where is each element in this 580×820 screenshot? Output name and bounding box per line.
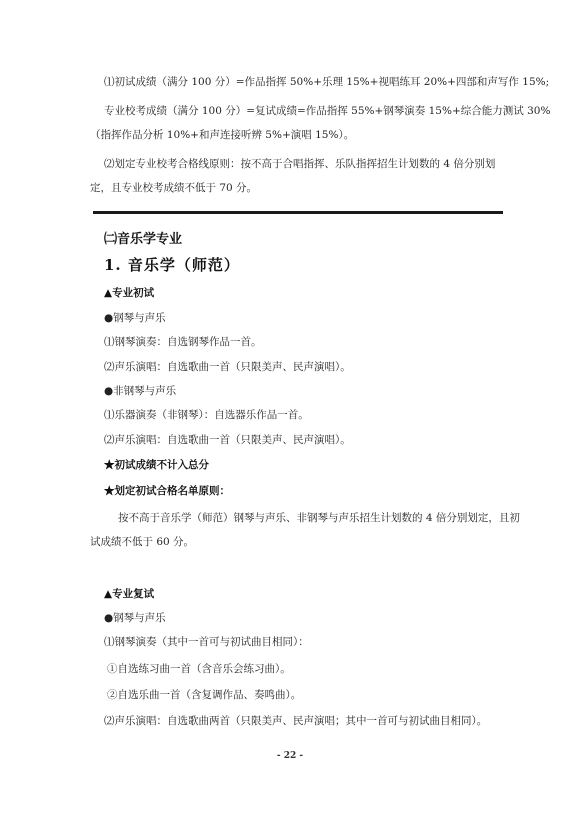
- note: ★初试成绩不计入总分: [104, 459, 209, 471]
- text-line: 试成绩不低于 60 分。: [90, 536, 195, 548]
- text-line: ⑴初试成绩（满分 100 分）=作品指挥 50%+乐理 15%+视唱练耳 20%+四部和声写作 15%;: [104, 76, 550, 88]
- text-line: ⑵划定专业校考合格线原则：按不高于合唱指挥、乐队指挥招生计划数的 4 倍分别划: [104, 158, 496, 170]
- text-line: 定，且专业校考成绩不低于 70 分。: [90, 182, 258, 194]
- page-number: - 22 -: [276, 751, 304, 761]
- list-item: ①自选练习曲一首（含音乐会练习曲）。: [107, 663, 291, 675]
- text-line: 专业校考成绩（满分 100 分）=复试成绩=作品指挥 55%+钢琴演奏 15%+综合能力测试 30%: [104, 105, 551, 117]
- text-line: （指挥作品分析 10%+和声连接听辨 5%+演唱 15%）。: [90, 129, 355, 141]
- list-item: ⑴钢琴演奏（其中一首可与初试曲目相同）：: [104, 636, 309, 648]
- list-item: ⑵声乐演唱：自选歌曲一首（只限美声、民声演唱）。: [104, 434, 351, 446]
- list-item: ⑴乐器演奏（非钢琴）：自选器乐作品一首。: [104, 409, 309, 421]
- initial-test-heading: ▲专业初试: [104, 287, 155, 299]
- retest-heading: ▲专业复试: [104, 588, 155, 600]
- list-item: ⑵声乐演唱：自选歌曲一首（只限美声、民声演唱）。: [104, 361, 351, 373]
- section-divider: [93, 211, 503, 214]
- list-item: ⑴钢琴演奏：自选钢琴作品一首。: [104, 336, 262, 348]
- group-label: ●钢琴与声乐: [104, 612, 166, 624]
- list-item: ②自选乐曲一首（含复调作品、奏鸣曲）。: [107, 689, 302, 701]
- group-label: ●非钢琴与声乐: [104, 385, 177, 397]
- text-line: 按不高于音乐学（师范）钢琴与声乐、非钢琴与声乐招生计划数的 4 倍分别划定，且初: [118, 512, 520, 524]
- subsection-heading: 1. 音乐学（师范）: [104, 256, 240, 274]
- group-label: ●钢琴与声乐: [104, 312, 166, 324]
- note: ★划定初试合格名单原则：: [104, 485, 230, 497]
- list-item: ⑵声乐演唱：自选歌曲两首（只限美声、民声演唱；其中一首可与初试曲目相同）。: [104, 715, 488, 727]
- section-heading: ㈡音乐学专业: [104, 232, 183, 247]
